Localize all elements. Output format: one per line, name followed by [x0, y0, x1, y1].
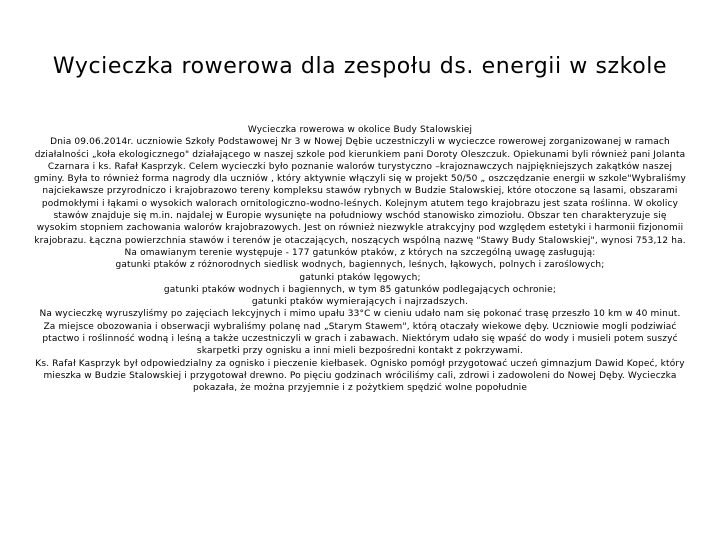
slide-body [34, 124, 686, 395]
body-paragraph-species: Na omawianym terenie występuje - 177 gatunków ptaków, z których na szczególną uwagę zasługują: [124, 247, 596, 258]
body-paragraph-closing: Ks. Rafał Kasprzyk był odpowiedzialny za ognisko i pieczenie kiełbasek. Ognisko pomógł przygotować uczeń gimnazjum Dawid Kopeć, który mieszka w Budzie Stalowskiej i przygotował drewno. Po pięciu godzinach wróciliśmy cali, zdrowi i zadowoleni do Nowej Dęby. Wycieczka pokazała, że można przyjemnie i z pożytkiem spędzić wolne popołudnie [35, 358, 685, 394]
body-paragraph-trip: Na wycieczkę wyruszyliśmy po zajęciach lekcyjnych i mimo upału 33°C w cieniu udało nam się pokonać trasę przeszło 10 km w 40 minut. Za miejsce obozowania i obserwacji wybraliśmy polanę nad „Starym Stawem", którą otaczały wiekowe dęby. Uczniowie mogli podziwiać ptactwo i roślinność wodną i leśną a także uczestniczyli w grach i zabawach. Niektórym udało się wpaść do wody i musieli potem suszyć skarpetki przy ognisku a inni mieli bezpośredni kontakt z pokrzywami. [39, 309, 681, 357]
body-paragraph-intro: Dnia 09.06.2014r. uczniowie Szkoły Podstawowej Nr 3 w Nowej Dębie uczestniczyli w wycieczce rowerowej zorganizowanej w ramach działalności „koła ekologicznego" działającego w naszej szkole pod kierunkiem pani Doroty Oleszczuk. Opiekunami byli również pani Jolanta Czarnara i ks. Rafał Kasprzyk. Celem wycieczki było poznanie walorów turystyczno –krajoznawczych najpiękniejszych zakątków naszej gminy. Była to również forma nagrody dla uczniów , który aktywnie włączyli się w projekt 50/50 „ oszczędzanie energii w szkole"Wybraliśmy najciekawsze przyrodniczo i krajobrazowo tereny kompleksu stawów rybnych w Budzie Stalowskiej, które otoczone są lasami, obszarami podmokłymi i łąkami o wysokich walorach ornitologiczno-wodno-leśnych. Kolejnym atutem tego krajobrazu jest szata roślinna. W okolicy stawów znajduje się m.in. najdalej w Europie wysunięte na południowy wschód stanowisko zimoziołu. Obszar ten charakteryzuje się wysokim stopniem zachowania walorów krajobrazowych. Jest on również niezwykle atrakcyjny pod względem estetyki i harmonii fizjonomii krajobrazu. Łączna powierzchnia stawów i terenów je otaczających, noszących wspólną nazwę "Stawy Budy Stalowskiej", wynosi 753,12 ha. [34, 137, 686, 246]
body-list-item: gatunki ptaków wodnych i bagiennych, w tym 85 gatunków podlegających ochronie; [163, 284, 557, 295]
body-subtitle: Wycieczka rowerowa w okolice Budy Stalowskiej [247, 125, 473, 135]
body-list-item: gatunki ptaków wymierających i najrzadszych. [251, 297, 469, 308]
body-list-item: gatunki ptaków z różnorodnych siedlisk wodnych, bagiennych, leśnych, łąkowych, polnych i zaroślowych; [115, 260, 605, 271]
body-list-item: gatunki ptaków lęgowych; [299, 272, 421, 283]
slide-title: Wycieczka rowerowa dla zespołu ds. energii w szkole [52, 54, 668, 79]
